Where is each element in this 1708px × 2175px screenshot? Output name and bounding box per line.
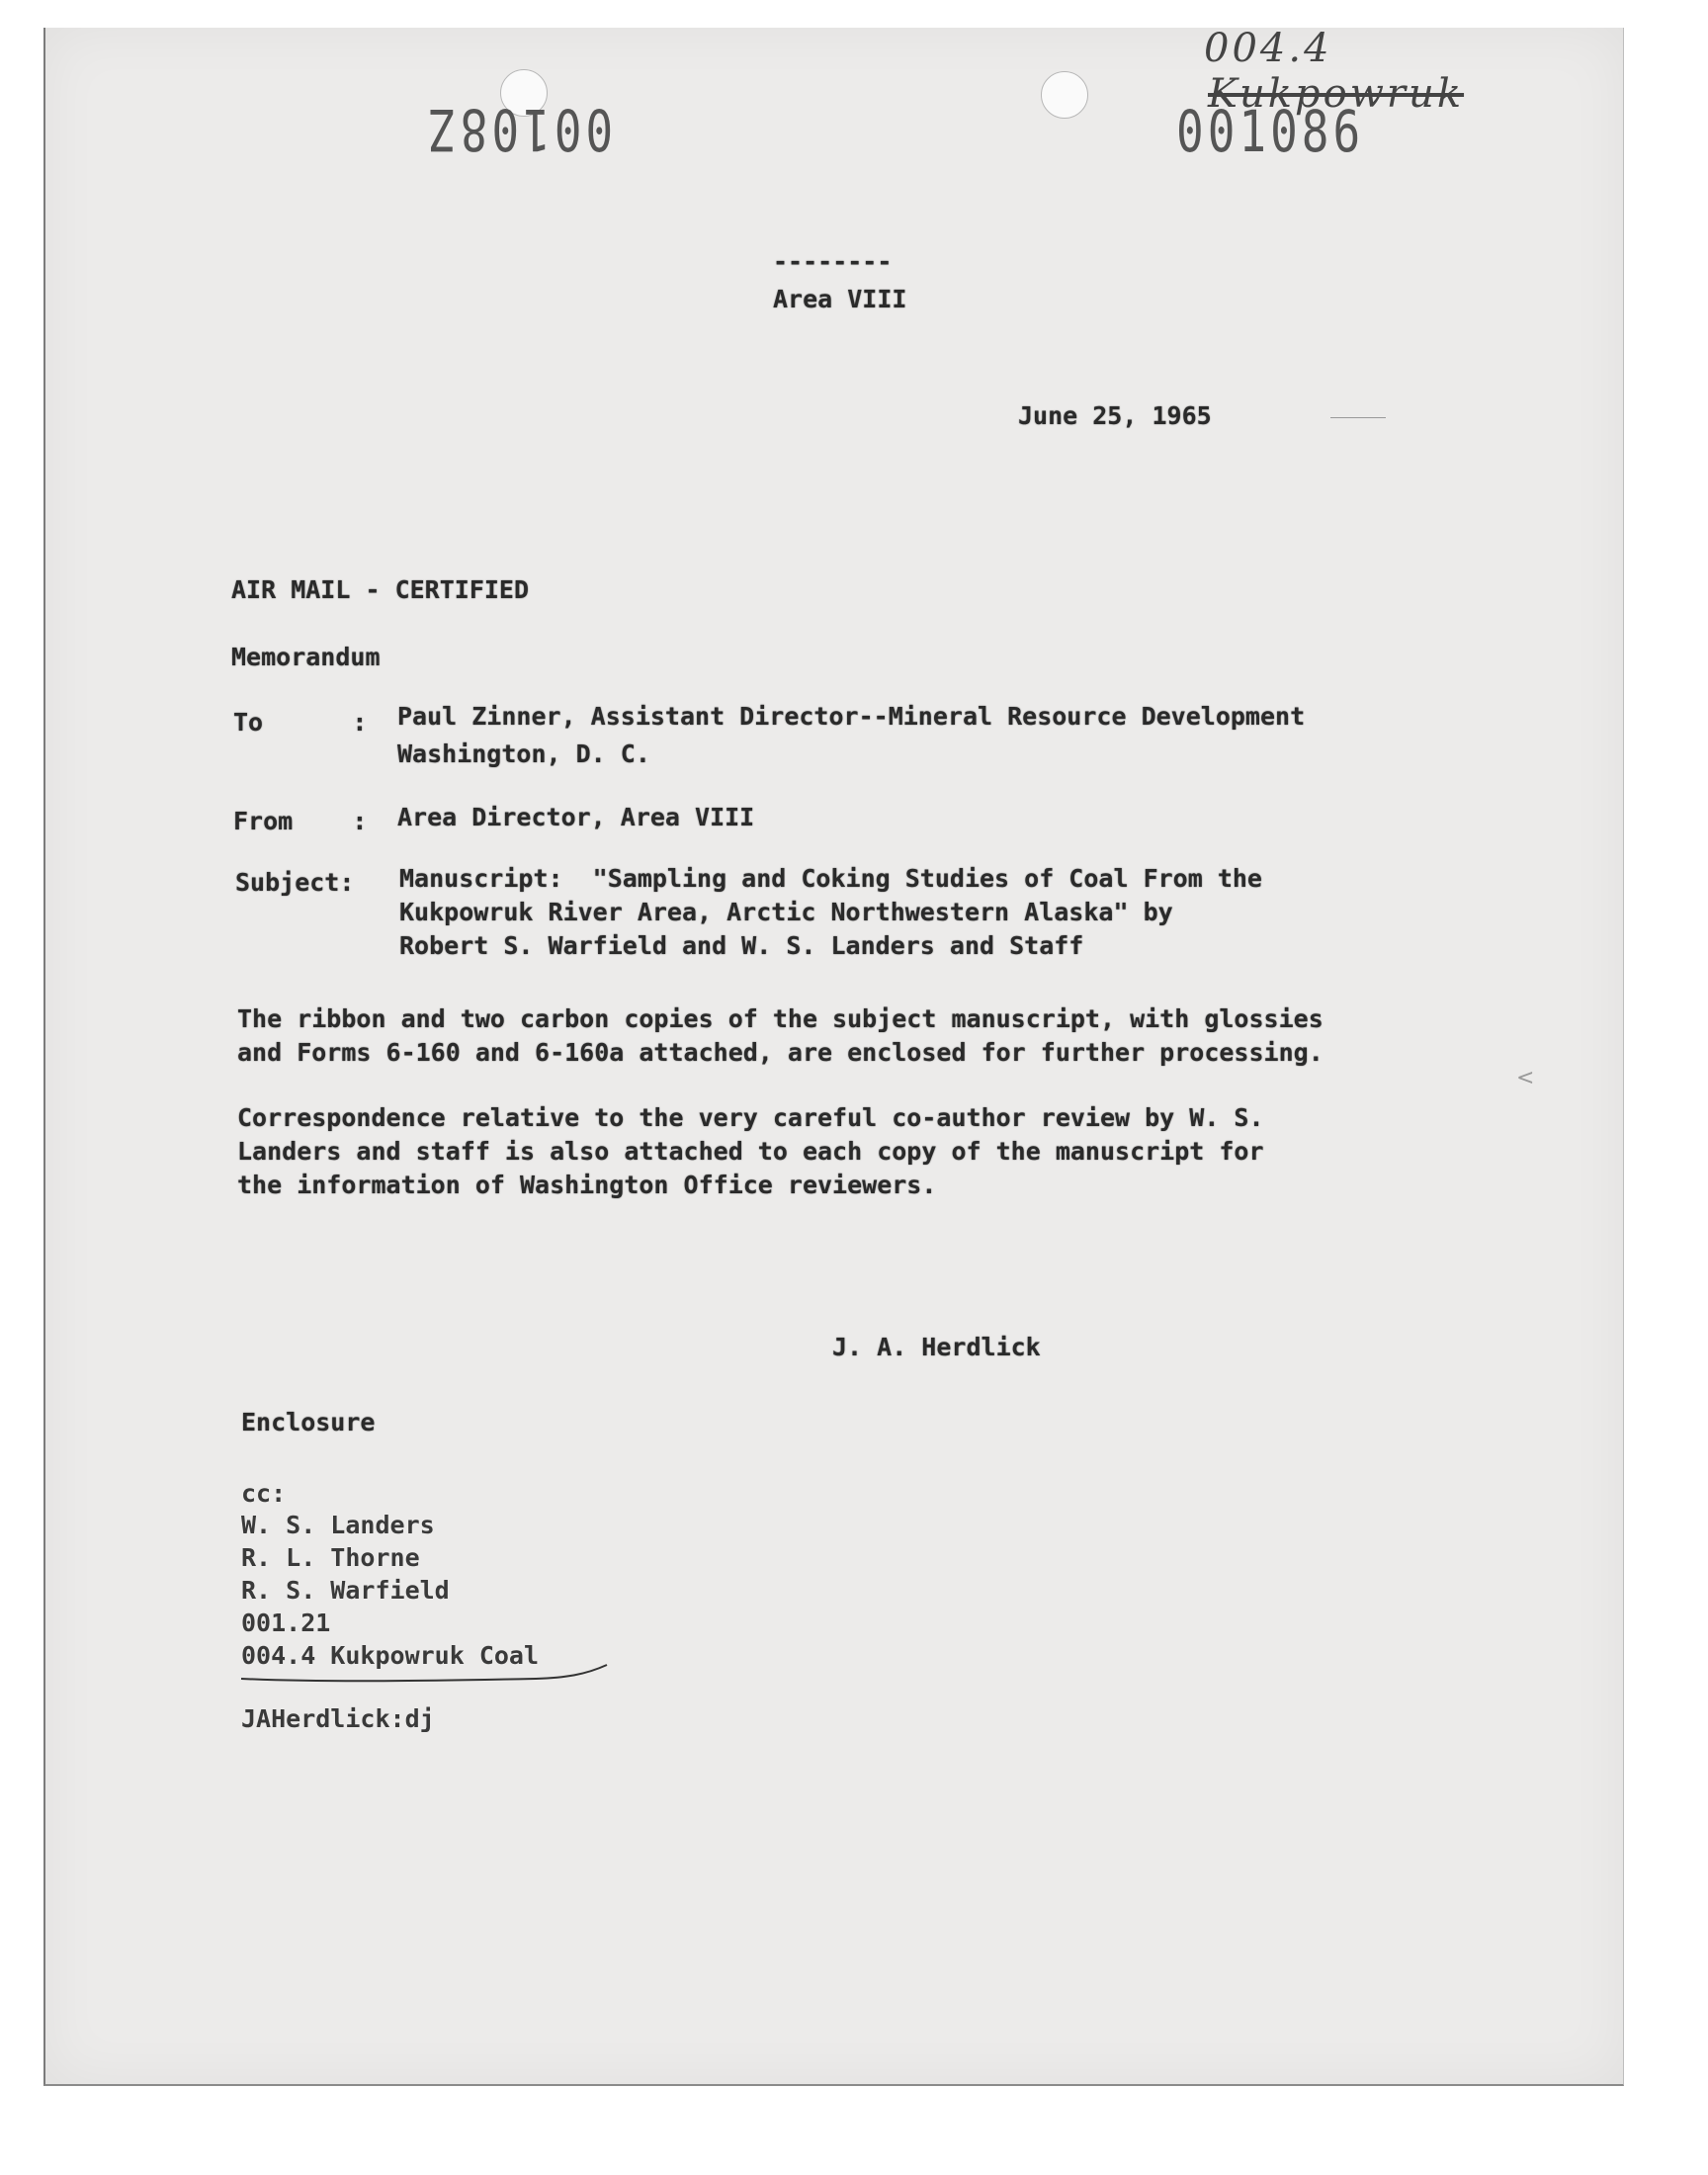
body-para1-line1: The ribbon and two carbon copies of the subject manuscript, with glossies: [237, 1004, 1324, 1033]
handwritten-kukpowruk: Kukpowruk: [1208, 71, 1465, 117]
subject-line-2: Kukpowruk River Area, Arctic Northwestern Alaska" by: [399, 898, 1173, 926]
enclosure-note: Enclosure: [241, 1408, 376, 1436]
subject-label: Subject:: [235, 868, 355, 897]
handwritten-file-number: 004.4: [1204, 26, 1332, 71]
typist-initials: JAHerdlick:dj: [241, 1704, 435, 1733]
margin-tick: <: [1516, 1066, 1535, 1090]
area-heading: Area VIII: [773, 285, 907, 313]
stamped-number-left: 00108Z: [425, 96, 614, 163]
mail-type: AIR MAIL - CERTIFIED: [231, 575, 530, 604]
doc-type: Memorandum: [231, 643, 381, 671]
body-para2-line1: Correspondence relative to the very careful co-author review by W. S.: [237, 1103, 1264, 1132]
cc-item: W. S. Landers: [241, 1511, 435, 1539]
cc-item: 001.21: [241, 1609, 331, 1637]
subject-line-1: Manuscript: "Sampling and Coking Studies of Coal From the: [399, 864, 1262, 893]
body-para1-line2: and Forms 6-160 and 6-160a attached, are enclosed for further processing.: [237, 1038, 1324, 1067]
cc-item: 004.4 Kukpowruk Coal: [241, 1641, 540, 1670]
from-line-1: Area Director, Area VIII: [397, 803, 755, 831]
cc-label: cc:: [241, 1479, 287, 1508]
body-para2-line2: Landers and staff is also attached to each copy of the manuscript for: [237, 1137, 1264, 1166]
to-line-1: Paul Zinner, Assistant Director--Mineral Resource Development: [397, 702, 1306, 731]
cc-item: R. L. Thorne: [241, 1543, 420, 1572]
from-label: From :: [233, 807, 368, 835]
punch-hole-right: [1041, 71, 1088, 119]
to-label: To :: [233, 708, 368, 737]
margin-mark: [1330, 417, 1386, 418]
stamped-number-right: 001086: [1176, 98, 1365, 165]
memo-date: June 25, 1965: [1018, 401, 1212, 430]
cc-item: R. S. Warfield: [241, 1576, 450, 1605]
body-para2-line3: the information of Washington Office reviewers.: [237, 1171, 937, 1199]
subject-line-3: Robert S. Warfield and W. S. Landers and Staff: [399, 931, 1084, 960]
signature: J. A. Herdlick: [832, 1333, 1041, 1361]
handwritten-underline: [239, 1661, 615, 1700]
header-dashes: --------: [773, 247, 893, 276]
to-line-2: Washington, D. C.: [397, 740, 650, 768]
